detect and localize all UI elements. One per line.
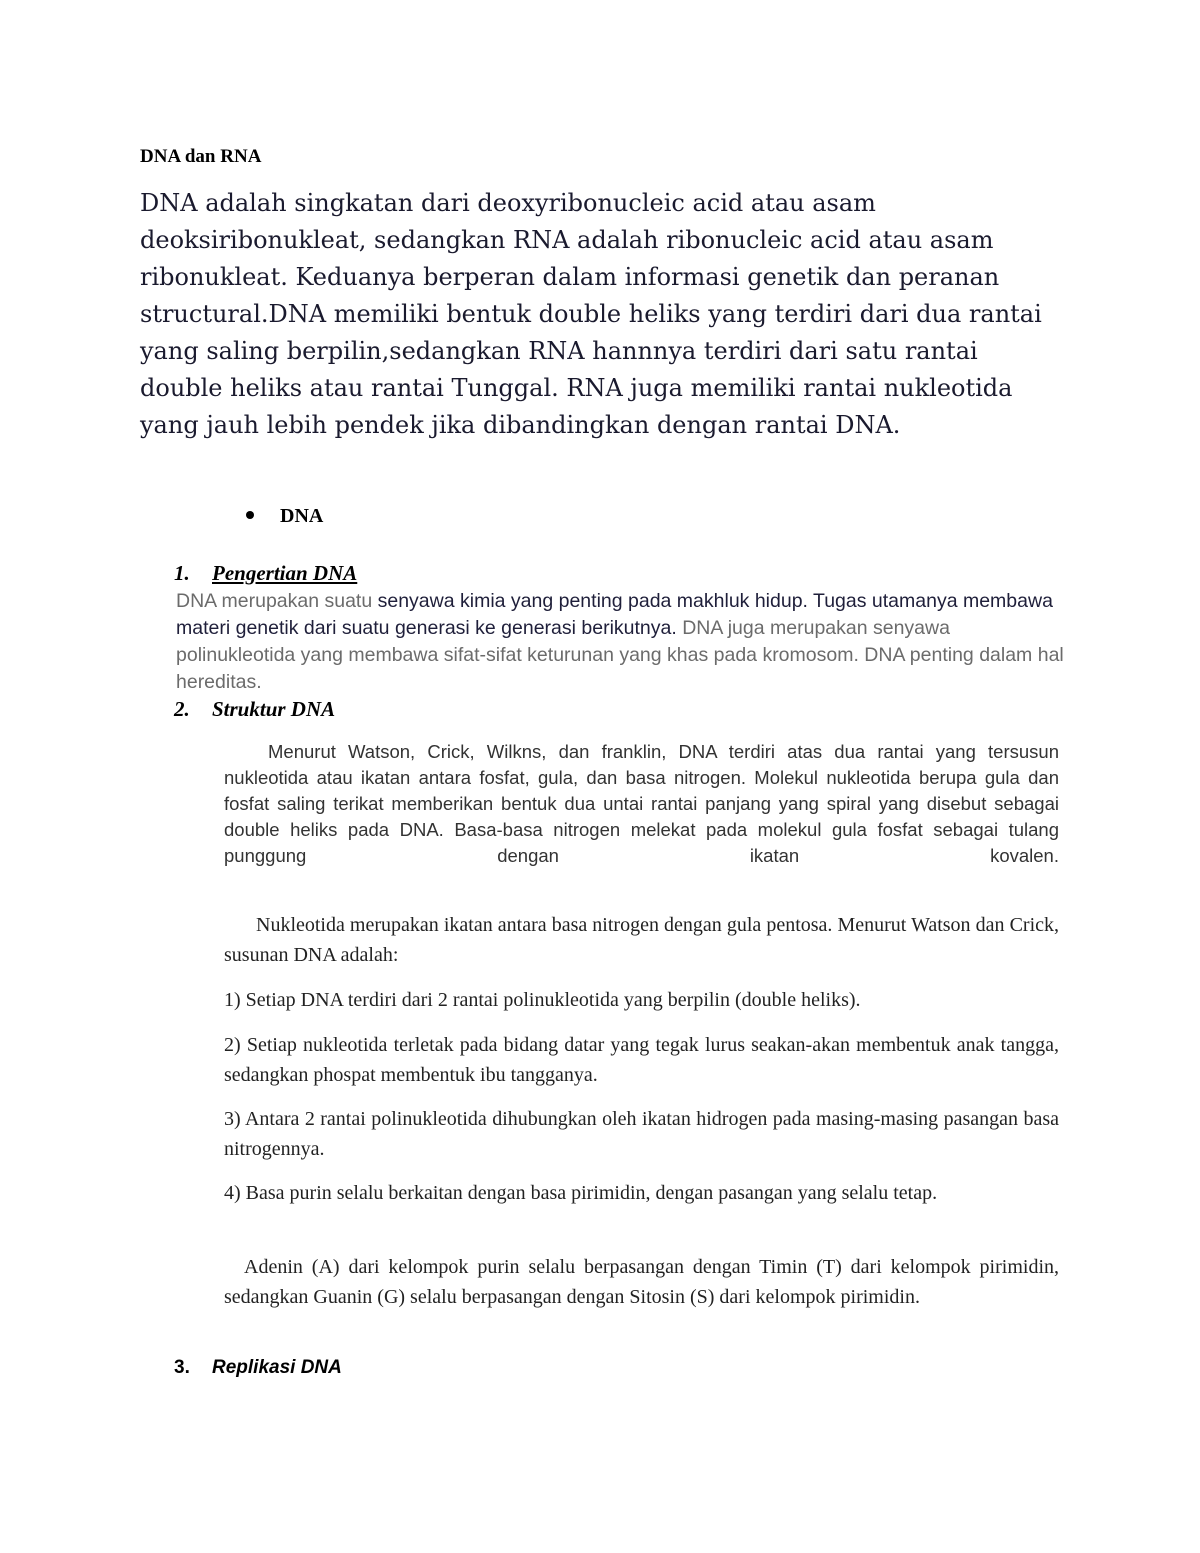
struktur-watson-paragraph: Menurut Watson, Crick, Wilkns, dan franklin, DNA terdiri atas dua rantai yang tersusun nukleotida atau ikatan antara fosfat, gula, dan basa nitrogen. Molekul nukleotida berupa gula dan fosfat saling terikat memberikan bentuk dua untai rantai panjang yang spiral yang disebut sebagai double heliks pada DNA. Basa-basa nitrogen melekat pada molekul gula fosfat sebagai tulang punggung dengan ikatan kovalen. <box>224 741 1059 866</box>
pengertian-paragraph <box>176 588 1066 696</box>
section-heading-pengertian <box>174 561 357 586</box>
pengertian-text-part1: DNA merupakan suatu <box>176 590 378 612</box>
bullet-item-dna <box>246 505 323 528</box>
bullet-label: DNA <box>280 505 324 527</box>
struktur-point-2: 2) Setiap nukleotida terletak pada bidang datar yang tegak lurus seakan-akan membentuk anak tangga, sedangkan phospat membentuk ibu tangganya. <box>224 1034 1059 1086</box>
bullet-icon <box>246 511 254 519</box>
struktur-point-4: 4) Basa purin selalu berkaitan dengan basa pirimidin, dengan pasangan yang selalu tetap. <box>224 1182 938 1204</box>
intro-paragraph: DNA adalah singkatan dari deoxyribonucleic acid atau asam deoksiribonukleat, sedangkan RNA adalah ribonucleic acid atau asam ribonukleat. Keduanya berperan dalam informasi genetik dan peranan structural.DNA memiliki bentuk double heliks yang terdiri dari dua rantai yang saling berpilin,sedangkan RNA hannnya terdiri dari satu rantai double heliks atau rantai Tunggal. RNA juga memiliki rantai nukleotida yang jauh lebih pendek jika dibandingkan dengan rantai DNA. <box>140 189 1042 439</box>
section-heading-struktur <box>174 697 335 722</box>
pengertian-text-part2: senyawa kimia yang penting pada makhluk hidup. Tugas utamanya membawa materi genetik dari suatu generasi ke generasi berikutnya. <box>176 590 1053 639</box>
adenin-paragraph: Adenin (A) dari kelompok purin selalu berpasangan dengan Timin (T) dari kelompok pirimidin, sedangkan Guanin (G) selalu berpasangan dengan Sitosin (S) dari kelompok pirimidin. <box>224 1256 1059 1308</box>
section-title: Struktur DNA <box>212 697 336 721</box>
section-title: Replikasi DNA <box>212 1357 342 1378</box>
section-heading-replikasi <box>174 1357 342 1379</box>
section-title: Pengertian DNA <box>212 561 358 585</box>
struktur-point-1: 1) Setiap DNA terdiri dari 2 rantai polinukleotida yang berpilin (double heliks). <box>224 989 861 1011</box>
document-title: DNA dan RNA <box>140 146 262 167</box>
section-number: 2. <box>174 697 190 721</box>
section-number: 1. <box>174 561 190 585</box>
nukleotida-paragraph: Nukleotida merupakan ikatan antara basa nitrogen dengan gula pentosa. Menurut Watson dan Crick, susunan DNA adalah: <box>224 914 1059 966</box>
struktur-point-3: 3) Antara 2 rantai polinukleotida dihubungkan oleh ikatan hidrogen pada masing-masing pasangan basa nitrogennya. <box>224 1108 1059 1160</box>
section-number: 3. <box>174 1357 190 1378</box>
pengertian-text-part3: DNA juga merupakan senyawa polinukleotida yang membawa sifat-sifat keturunan yang khas pada kromosom. DNA penting dalam hal hereditas. <box>176 617 1064 693</box>
